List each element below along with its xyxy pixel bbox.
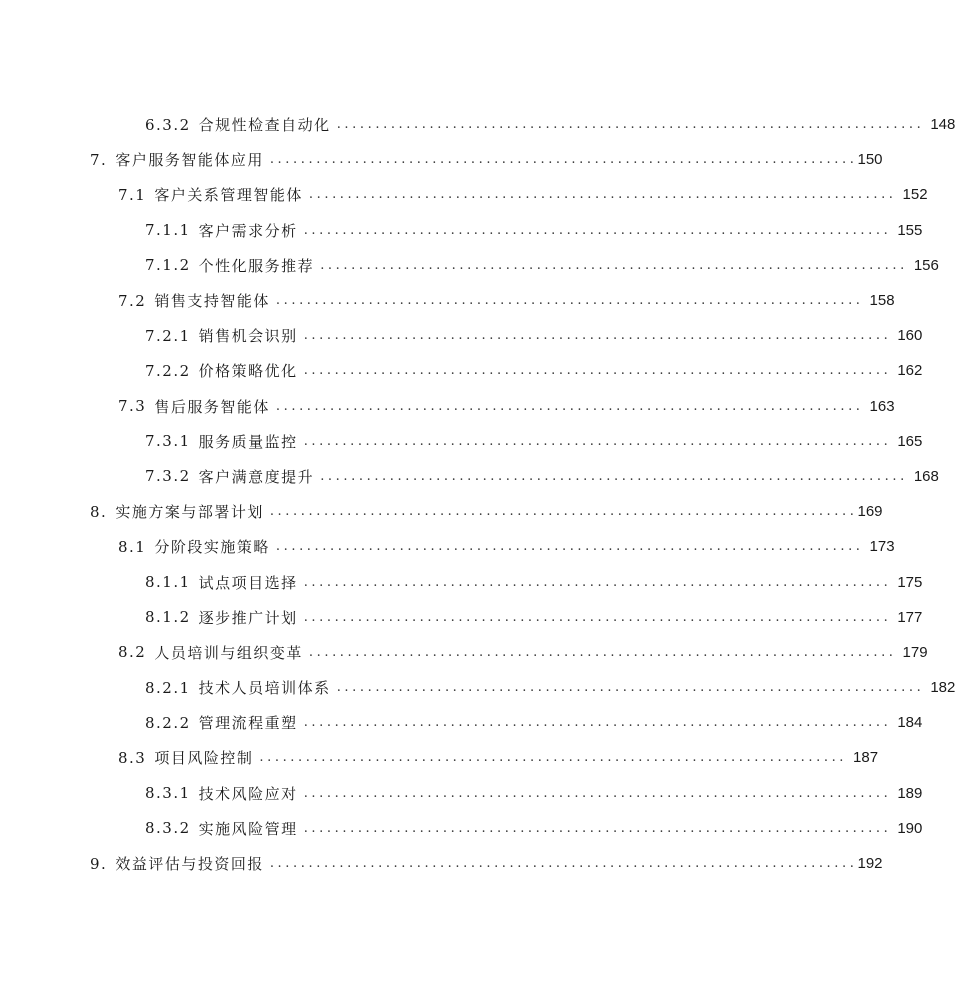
entry-title: 销售支持智能体 — [154, 292, 270, 311]
toc-entry-7-2-2[interactable] — [0, 353, 923, 388]
toc-entry-8-2-2[interactable] — [0, 705, 923, 740]
entry-title: 客户满意度提升 — [198, 467, 315, 486]
entry-title: 客户关系管理智能体 — [154, 186, 303, 205]
toc-entry-7-3[interactable] — [0, 389, 895, 424]
entry-title: 效益评估与投资回报 — [115, 855, 264, 874]
dot-leader: ............................................................................ — [303, 222, 892, 238]
page-number: 160 — [897, 327, 923, 345]
page-number: 187 — [853, 749, 879, 767]
entry-number: 7.2 — [118, 291, 147, 310]
page-number: 168 — [913, 467, 939, 485]
page-number: 189 — [897, 784, 923, 802]
entry-title: 项目风险控制 — [154, 749, 254, 768]
entry-title: 逐步推广计划 — [198, 608, 298, 627]
entry-number: 8.2.2 — [145, 713, 191, 732]
entry-title: 实施方案与部署计划 — [115, 503, 264, 522]
dot-leader: ............................................................................ — [269, 856, 858, 872]
toc-entry-7-2[interactable] — [0, 283, 895, 318]
dot-leader: ............................................................................ — [269, 152, 858, 168]
entry-title: 管理流程重塑 — [198, 714, 298, 733]
entry-number: 8. — [90, 502, 108, 521]
entry-title: 人员培训与组织变革 — [154, 643, 303, 662]
page-number: 192 — [857, 855, 883, 873]
toc-entry-8-1[interactable] — [0, 529, 895, 564]
entry-number: 7.1.1 — [145, 221, 191, 240]
dot-leader: ............................................................................ — [303, 433, 892, 449]
dot-leader: ............................................................................ — [320, 257, 908, 273]
entry-title: 个性化服务推荐 — [198, 256, 315, 275]
page-number: 155 — [897, 221, 923, 239]
page-number: 177 — [897, 608, 923, 626]
entry-title: 合规性检查自动化 — [198, 116, 331, 135]
dot-leader: ............................................................................ — [303, 785, 892, 801]
entry-number: 8.3.2 — [145, 819, 191, 838]
entry-title: 分阶段实施策略 — [154, 538, 270, 557]
entry-number: 7.3.2 — [145, 467, 191, 486]
entry-title: 价格策略优化 — [198, 362, 298, 381]
toc-entry-8[interactable] — [0, 494, 883, 529]
toc-entry-8-2-1[interactable] — [0, 670, 955, 705]
toc-entry-7-1-1[interactable] — [0, 213, 923, 248]
toc-entry-7-1-2[interactable] — [0, 248, 939, 283]
entry-number: 8.1 — [118, 537, 147, 556]
toc-entry-7-3-2[interactable] — [0, 459, 939, 494]
dot-leader: ............................................................................ — [269, 504, 858, 520]
entry-number: 6.3.2 — [145, 115, 191, 134]
entry-number: 7.1.2 — [145, 256, 191, 275]
dot-leader: ............................................................................ — [320, 468, 908, 484]
entry-number: 7.3.1 — [145, 432, 191, 451]
toc-entry-7-2-1[interactable] — [0, 318, 923, 353]
toc-entry-7[interactable] — [0, 142, 883, 177]
entry-title: 试点项目选择 — [198, 573, 298, 592]
entry-title: 技术人员培训体系 — [198, 679, 331, 698]
toc-entry-8-3-1[interactable] — [0, 776, 923, 811]
dot-leader: ............................................................................ — [275, 293, 864, 309]
entry-number: 7. — [90, 150, 108, 169]
dot-leader: ............................................................................ — [336, 680, 925, 696]
toc-entry-8-3[interactable] — [0, 740, 879, 775]
entry-title: 客户服务智能体应用 — [115, 151, 264, 170]
page-number: 173 — [869, 538, 895, 556]
page-number: 156 — [913, 256, 939, 274]
dot-leader: ............................................................................ — [336, 117, 925, 133]
toc-entry-8-3-2[interactable] — [0, 811, 923, 846]
page-number: 184 — [897, 714, 923, 732]
entry-number: 7.1 — [118, 185, 147, 204]
toc-entry-7-1[interactable] — [0, 177, 928, 212]
dot-leader: ............................................................................ — [275, 539, 864, 555]
page-number: 150 — [857, 151, 883, 169]
dot-leader: ............................................................................ — [308, 644, 897, 660]
toc-entry-8-1-1[interactable] — [0, 564, 923, 599]
page-number: 162 — [897, 362, 923, 380]
entry-title: 服务质量监控 — [198, 432, 298, 451]
entry-title: 实施风险管理 — [198, 819, 298, 838]
page-number: 158 — [869, 292, 895, 310]
entry-number: 8.2.1 — [145, 678, 191, 697]
entry-title: 技术风险应对 — [198, 784, 298, 803]
entry-number: 7.2.2 — [145, 361, 191, 380]
entry-title: 售后服务智能体 — [154, 397, 270, 416]
page-number: 169 — [857, 503, 883, 521]
page-number: 163 — [869, 397, 895, 415]
entry-number: 7.3 — [118, 397, 147, 416]
dot-leader: ............................................................................ — [275, 398, 864, 414]
entry-number: 8.3.1 — [145, 784, 191, 803]
entry-title: 销售机会识别 — [198, 327, 298, 346]
entry-number: 8.2 — [118, 643, 147, 662]
page-number: 182 — [930, 679, 955, 697]
entry-number: 9. — [90, 854, 108, 873]
entry-number: 8.3 — [118, 748, 147, 767]
dot-leader: ............................................................................ — [303, 609, 892, 625]
page-number: 190 — [897, 819, 923, 837]
dot-leader: ............................................................................ — [259, 750, 848, 766]
toc-entry-8-1-2[interactable] — [0, 600, 923, 635]
dot-leader: ............................................................................ — [303, 574, 892, 590]
page-number: 165 — [897, 432, 923, 450]
dot-leader: ............................................................................ — [303, 715, 892, 731]
dot-leader: ............................................................................ — [303, 328, 892, 344]
entry-number: 7.2.1 — [145, 326, 191, 345]
toc-entry-7-3-1[interactable] — [0, 424, 923, 459]
toc-entry-8-2[interactable] — [0, 635, 928, 670]
entry-title: 客户需求分析 — [198, 221, 298, 240]
dot-leader: ............................................................................ — [308, 187, 897, 203]
toc-entry-6-3-2[interactable] — [0, 107, 955, 142]
toc-entry-9[interactable] — [0, 846, 883, 881]
dot-leader: ............................................................................ — [303, 363, 892, 379]
page-number: 152 — [902, 186, 928, 204]
page-number: 175 — [897, 573, 923, 591]
table-of-contents — [0, 107, 955, 881]
page-number: 179 — [902, 643, 928, 661]
dot-leader: ............................................................................ — [303, 820, 892, 836]
entry-number: 8.1.1 — [145, 573, 191, 592]
page-number: 148 — [930, 116, 955, 134]
entry-number: 8.1.2 — [145, 608, 191, 627]
